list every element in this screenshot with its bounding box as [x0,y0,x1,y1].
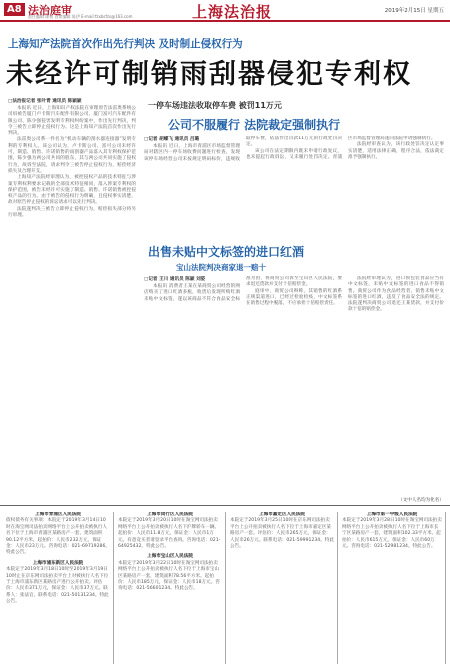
court-notice [6,512,110,557]
notice-title: 上海市嘉定区人民法院 [259,512,305,517]
notice-body: 本院定于2019年3月25日10时在京东网司法拍卖平台上公开拍卖被执行人名下位于上海市嘉定区某路房产一套。评估价：人民币265万元，保证金：人民币26万元。联系电话：021-59991234。特此公告。 [230,518,334,550]
issue-date: 2019年2月15日 星期五 [384,8,444,14]
notice-column [118,512,226,664]
page-number: A8 [4,3,25,16]
story-wine-paragraph: 法院经审理认为，进口预包装食品应当有中文标签，未贴中文标签的进口食品不得销售。商贸公司作为食品经营者，销售未贴中文标签的进口红酒，违反了食品安全法的规定。法院遂判决商贸公司退还王某货款，并支付价款十倍的赔偿金。 [348,276,444,313]
notice-column [6,512,114,664]
court-notice [230,512,334,550]
court-notice [6,561,110,606]
story-wine-headline: 出售未贴中文标签的进口红酒 [148,245,305,259]
court-notice [342,512,442,550]
notice-column [230,512,338,664]
court-notice [118,554,222,592]
story1-body [8,98,136,496]
story-fee-paragraph: 本报讯 近日，上海市青浦区市场监督管理局对辖区内一停车场收费问题进行检查，发现该停车场经营公司未按规定明码标价，违规收取停车费，依法作出罚款11万元的行政处罚决定。 [144,136,342,162]
notice-body: 本院定于2019年3月18日10时至2019年3月19日10时止在京东网司法拍卖平台上对被执行人名下位于上海市浦东新区某路房产进行公开拍卖。评估价：人民币371万元，保证金：人民币37万元。联系人：张法官，联系电话：021-50131234。特此公告。 [6,567,109,605]
story-fee-kicker: 一停车场违法收取停车费 被罚11万元 [148,101,282,110]
story1-paragraph: 法雷奥公司系一件名为“机动车辆的刮水器连接器”发明专利的专利权人。该公司认为，卢卡斯公司、富可公司未经许可，制造、销售、许诺销售的雨刮器产品落入其专利权保护范围，陈少强为两公司共同的股东，其与两公司共同实施了侵权行为，故诉至法院，请求判令三被告停止侵权行为，赔偿经济损失及合理开支。 [8,137,136,174]
section-divider [0,505,450,506]
story1-paragraph: 法院遂判决三被告立即停止侵权行为，赔偿损失部分将另行审理。 [8,206,136,219]
name-disclaimer: （文中人名均为化名） [398,498,444,503]
newspaper-masthead: 上海法治报 [192,3,273,21]
story1-paragraph: 本报讯 近日，上海知识产权法院在审理原告法雷奥系统公司诉被告厦门卢卡斯汽车配件有限公司、厦门富可汽车配件有限公司、陈少强侵害发明专利权纠纷案中，作出先行判决，判令三被告立即停止侵权行为。这是上海知产法院首次作出先行判决。 [8,106,136,137]
story-fee-paragraph: 法院经审查认为，该行政处罚决定认定事实清楚，适用法律正确，程序合法，依法裁定准予强制执行。 [348,142,444,160]
story1-byline: □法治报记者 张叶青 通讯员 陈颖颖 [8,99,82,104]
notice-column [342,512,446,664]
notice-body: 本院定于2019年3月22日10时在淘宝网司法拍卖网络平台上公开拍卖被执行人名下位于上海市宝山区某路房产一套，建筑面积78.56平方米。起拍价：人民币185万元，保证金：人民币18万元。咨询电话：021-56601234。特此公告。 [118,560,220,592]
notice-body: 债权债务有关事项：本院定于2019年3月14日10时在淘宝网司法拍卖网络平台上公开拍卖被执行人名下位于上海市青浦区某路房产一套，建筑面积90.12平方米。起拍价：人民币232万元，保证金：人民币23万元。咨询电话：021-69719286。特此公告。 [6,518,110,556]
story-fee-headline: 公司不服履行 法院裁定强制执行 [168,118,341,132]
notice-title: 上海市宝山区人民法院 [147,554,193,560]
notice-title: 上海市闵行区人民法院 [147,512,193,517]
notice-body: 本院定于2019年3月28日10时在淘宝网司法拍卖网络平台上公开拍卖被执行人名下位于上海市长宁区某路房产一套，建筑面积102.33平方米。起拍价：人民币615万元，保证金：人民币60万元。咨询电话：021-52981234。特此公告。 [342,518,442,550]
notice-title: 上海市第一中级人民法院 [366,512,418,517]
story-fee-paragraph: 该公司在法定期限内既未申请行政复议，也未提起行政诉讼，又未履行处罚决定。青浦区市场监督管理局遂向法院申请强制执行。 [246,136,436,160]
story1-paragraph: 上海知产法院经审理认为，被控侵权产品的技术特征与涉案专利权利要求记载的全部技术特征相同，落入涉案专利权的保护范围，被告未经许可实施了制造、销售、许诺销售被控侵权产品的行为。由于被告的侵权行为明确，且侵权事实清楚，故对原告停止侵权的诉讼请求可以先行判决。 [8,175,136,206]
story-wine-byline: □记者 王川 通讯员 陈颖 刘姿 [144,277,206,282]
section-title: 法治庭审 [28,4,72,17]
story-wine-subhead: 宝山法院判决商家退一赔十 [176,263,266,272]
story-wine-paragraph: 庭审中，商贸公司辩称，其销售的红酒系正规渠道进口，已经过检验检疫，中文标签系在销售过程中脱落，不应承担十倍赔偿责任。 [246,288,342,307]
notice-body: 本院定于2019年3月20日10时在淘宝网司法拍卖网络平台上公开拍卖被执行人名下沪牌轿车一辆。起拍价：人民币11.8万元，保证金：人民币1万元。有意竞买者请登录平台查询。咨询电话：021-64925432。特此公告。 [118,518,221,550]
story-fee-body [144,136,444,236]
story-wine-paragraph: 本报讯 消费者王某在某商贸公司经营的网店购买了进口红酒多瓶，收货后发现所购红酒未贴中文标签，遂以该商品不符合食品安全标准为由，将商贸公司诉至宝山区人民法院，要求退还货款并支付十倍赔偿金。 [144,276,342,302]
editor-line: 责任编辑 陈柏 首席编辑 陈伊 E-mail:fzxbsfzs@163.com [28,14,133,19]
story1-headline: 未经许可制销雨刮器侵犯专利权 [6,59,412,90]
story1-kicker: 上海知产法院首次作出先行判决 及时制止侵权行为 [8,38,243,50]
story-fee-byline: □记者 胡蝶飞 通讯员 吕璐 [144,137,200,142]
story-wine-body [144,276,444,494]
notice-title: 上海市浦东新区人民法院 [32,560,84,566]
notice-title: 上海市青浦区人民法院 [35,512,81,517]
page-header [0,0,450,22]
court-notice [118,512,222,550]
